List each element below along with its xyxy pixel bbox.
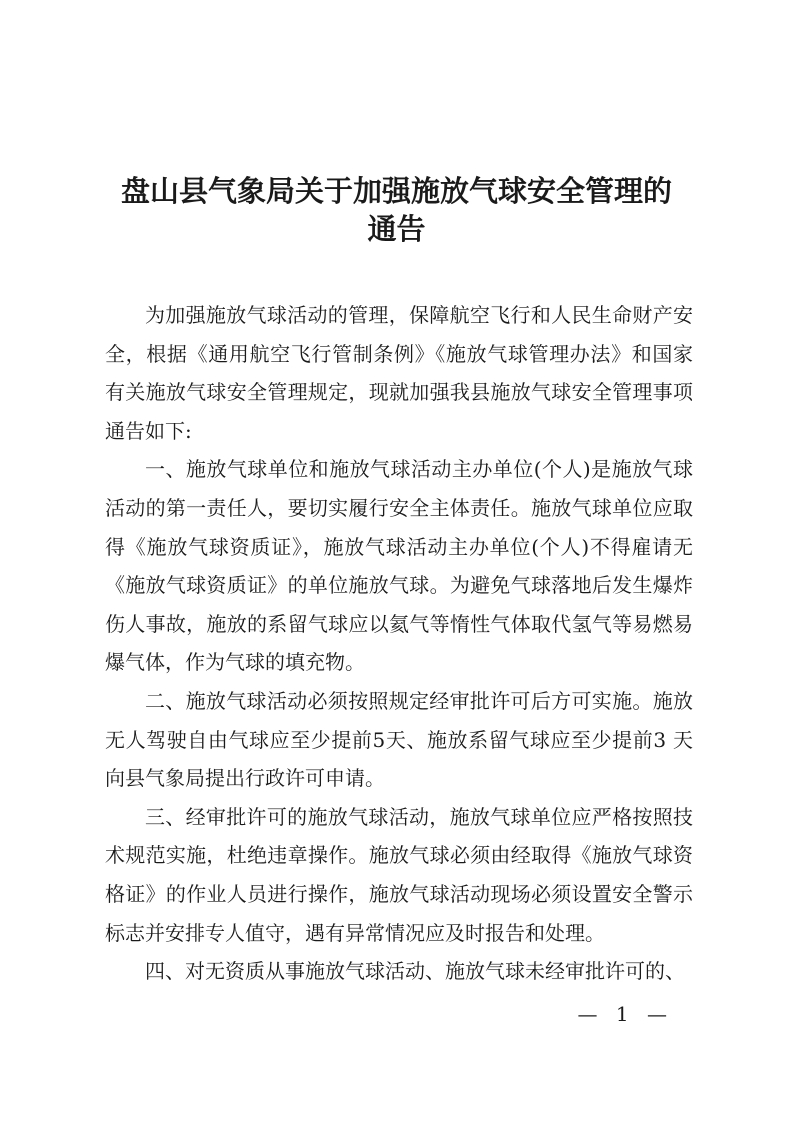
document-body xyxy=(105,296,693,991)
paragraph-item-3: 三、经审批许可的施放气球活动，施放气球单位应严格按照技术规范实施，杜绝违章操作。施放气球必须由经取得《施放气球资格证》的作业人员进行操作，施放气球活动现场必须设置安全警示标志并安排专人值守，遇有异常情况应及时报告和处理。 xyxy=(105,804,693,945)
paragraph-item-1: 一、施放气球单位和施放气球活动主办单位(个人)是施放气球活动的第一责任人，要切实履行安全主体责任。施放气球单位应取得《施放气球资质证》，施放气球活动主办单位(个人)不得雇请无《施放气球资质证》的单位施放气球。为避免气球落地后发生爆炸伤人事故，施放的系留气球应以氦气等惰性气体取代氢气等易燃易爆气体，作为气球的填充物。 xyxy=(105,457,693,675)
title-line-2: 通告 xyxy=(367,212,426,246)
document-title xyxy=(0,172,793,248)
paragraph-intro: 为加强施放气球活动的管理，保障航空飞行和人民生命财产安全，根据《通用航空飞行管制条例》《施放气球管理办法》和国家有关施放气球安全管理规定，现就加强我县施放气球安全管理事项通告如下: xyxy=(105,303,693,443)
paragraph-item-4: 四、对无资质从事施放气球活动、施放气球未经审批许可的、 xyxy=(145,959,685,984)
paragraph-item-2: 二、施放气球活动必须按照规定经审批许可后方可实施。施放无人驾驶自由气球应至少提前5天、施放系留气球应至少提前3 天向县气象局提出行政许可申请。 xyxy=(105,688,693,791)
page-number: — 1 — xyxy=(577,1002,673,1026)
title-line-1: 盘山县气象局关于加强施放气球安全管理的 xyxy=(120,174,672,208)
